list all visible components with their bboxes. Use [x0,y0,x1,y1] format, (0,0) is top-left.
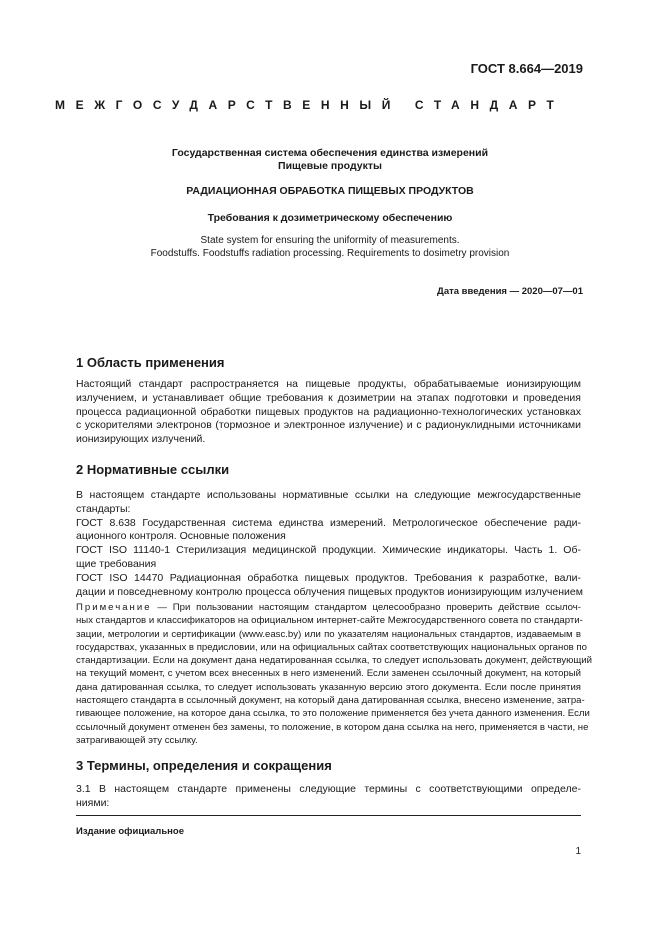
paragraph-line: процесса радиационной обработки пищевых продуктов на радиационно-технологических установках [76,405,581,418]
section-2-heading: 2 Нормативные ссылки [76,462,230,477]
note-line: ных стандартов и классификаторов на официальном интернет-сайте Межгосударственного совета по стандарти- [76,615,583,627]
paragraph-line: ниями: [76,796,110,809]
note-line: ссылочный документ отменен без замены, то положение, в котором дана ссылка на него, применяется в части, не [76,721,589,733]
english-title-line-2: Foodstuffs. Foodstuffs radiation processing. Requirements to dosimetry provision [150,248,510,259]
section-2-paragraph [76,489,581,599]
note-text: — При пользовании настоящим стандартом целесообразно проверить действие ссылоч- [157,602,581,613]
note-line: стандартизации. Если на документ дана недатированная ссылка, то следует использовать документ, действующий [76,655,592,667]
standard-type-banner: МЕЖГОСУДАРСТВЕННЫЙ СТАНДАРТ [55,98,565,112]
paragraph-line: В настоящем стандарте использованы нормативные ссылки на следующие межгосударственные [76,489,581,501]
note-line: настоящего стандарта в ссылочный документ, на который дана датированная ссылка, внесено изменение, затра- [76,695,585,707]
subtitle: Требования к дозиметрическому обеспечению [207,212,453,224]
page-number: 1 [575,846,581,857]
reference-line: ГОСТ 8.638 Государственная система единства измерений. Метрологическое обеспечение ради- [76,516,581,529]
reference-line: ационного контроля. Основные положения [76,530,286,543]
section-1-paragraph [76,378,581,447]
section-3-heading: 3 Термины, определения и сокращения [76,758,332,773]
paragraph-line: с ускорителями электронов (тормозное и электронное излучение) и с радионуклидными источниками [76,419,581,432]
note-block [76,601,592,747]
main-title: РАДИАЦИОННАЯ ОБРАБОТКА ПИЩЕВЫХ ПРОДУКТОВ [186,185,474,197]
document-code: ГОСТ 8.664—2019 [470,61,583,76]
note-line [76,601,581,614]
note-label: Примечание [76,602,152,613]
note-line: государствах, указанных в предисловии, или на официальных сайтах соответствующих национальных органов по [76,641,587,653]
reference-line: ГОСТ ISO 14470 Радиационная обработка пищевых продуктов. Требования к разработке, вали- [76,571,581,584]
paragraph-line: ионизирующих излучений. [76,433,206,446]
section-3-paragraph [76,783,581,811]
note-line: затрагивающей эту ссылку. [76,734,198,746]
note-line: зации, метрологии и сертификации (www.easc.by) или по указателям национальных стандартов, издаваемым в [76,628,581,640]
footer-divider [76,815,581,816]
section-1-heading: 1 Область применения [76,355,225,370]
note-line: гивающее положение, на которое дана ссылка, то это положение применяется без учета данного изменения. Если [76,708,590,720]
reference-line: ГОСТ ISO 11140-1 Стерилизация медицинской продукции. Химические индикаторы. Часть 1. Об- [76,544,581,557]
title-line-2: Пищевые продукты [278,160,382,172]
reference-line: дации и повседневному контролю процесса облучения пищевых продуктов ионизирующим излучением [76,585,583,598]
note-line: на текущий момент, с учетом всех внесенных в него изменений. Если заменен ссылочный документ, на который [76,668,581,680]
note-line: дана датированная ссылка, то следует использовать указанную версию этого документа. Если после принятия [76,681,581,693]
introduction-date: Дата введения — 2020—07—01 [437,286,583,297]
paragraph-line: стандарты: [76,502,131,515]
paragraph-line: Настоящий стандарт распространяется на пищевые продукты, обрабатываемые ионизирующим [76,378,581,390]
edition-label: Издание официальное [76,826,184,837]
paragraph-line: 3.1 В настоящем стандарте применены следующие термины с соответствующими определе- [76,783,581,795]
title-line-1: Государственная система обеспечения единства измерений [171,147,489,159]
reference-line: щие требования [76,557,157,570]
paragraph-line: излучением, и устанавливает общие требования к дозиметрии на этапах подготовки и проведения [76,391,581,404]
english-title-line-1: State system for ensuring the uniformity of measurements. [200,235,460,246]
